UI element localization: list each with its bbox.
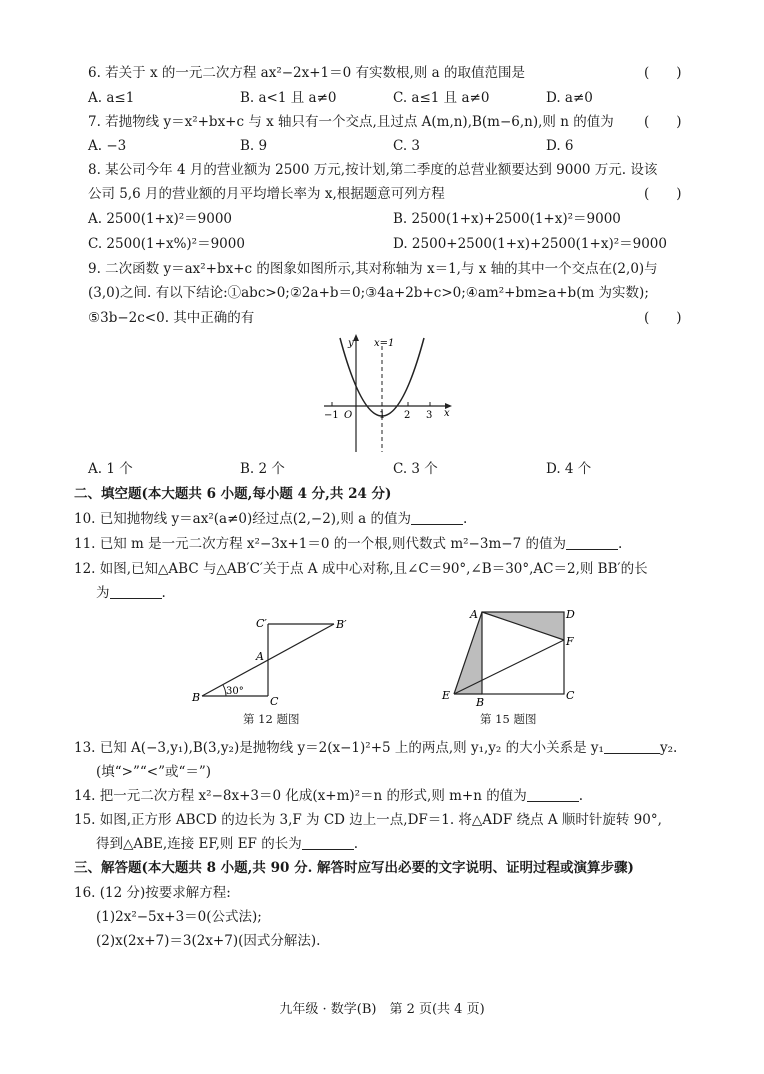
fig15-label-e: E <box>442 689 451 702</box>
q6-option-a: A. a≤1 <box>88 90 135 106</box>
q7-option-d: D. 6 <box>546 138 574 154</box>
label-1: 1 <box>379 410 386 421</box>
q9-option-c: C. 3 个 <box>393 461 438 477</box>
fig15-label-f: F <box>566 635 574 648</box>
q13-line1-tail: y₂. <box>659 740 678 756</box>
q11-answer-blank[interactable] <box>566 535 618 550</box>
q15-answer-blank[interactable] <box>302 835 354 850</box>
q13-answer-blank[interactable] <box>604 739 660 754</box>
q10-answer-blank[interactable] <box>411 510 463 525</box>
q14-answer-blank[interactable] <box>527 787 579 802</box>
label-y: y <box>348 338 354 349</box>
q6-option-d: D. a≠0 <box>546 90 593 106</box>
q6-option-b: B. a<1 且 a≠0 <box>240 90 337 106</box>
q12-line1: 12. 如图,已知△ABC 与△AB′C′关于点 A 成中心对称,且∠C＝90°,∠B＝30°,AC＝2,则 BB′的长 <box>74 561 648 577</box>
fig15-label-a: A <box>470 608 478 621</box>
q15-line2-text: 得到△ABE,连接 EF,则 EF 的长为 <box>96 836 302 852</box>
fig12-label-b: B <box>192 691 201 704</box>
q8-stem-line2: 公司 5,6 月的营业额的月平均增长率为 x,根据题意可列方程 <box>88 186 445 202</box>
q6-stem: 6. 若关于 x 的一元二次方程 ax²−2x+1＝0 有实数根,则 a 的取值范围是 <box>88 65 525 81</box>
fig12-caption: 第 12 题图 <box>243 712 300 726</box>
q8-option-a: A. 2500(1+x)²＝9000 <box>88 211 233 227</box>
fig12-label-a: A <box>256 650 264 663</box>
q9-option-b: B. 2 个 <box>240 461 285 477</box>
q9-answer-paren: ( ) <box>644 310 682 326</box>
fig15-diagram <box>436 606 586 710</box>
fig15-label-c: C <box>566 689 575 702</box>
fig12-label-c: C <box>270 695 279 706</box>
q13-line1-text: 13. 已知 A(−3,y₁),B(3,y₂)是抛物线 y＝2(x−1)²+5 上的两点,则 y₁,y₂ 的大小关系是 y₁ <box>74 740 604 756</box>
q13-line2: (填“>”“<”或“＝”) <box>96 764 212 780</box>
section-2-heading: 二、填空题(本大题共 6 小题,每小题 4 分,共 24 分) <box>74 486 392 502</box>
label-3: 3 <box>426 410 433 421</box>
fig12-diagram <box>190 614 360 706</box>
q7-answer-paren: ( ) <box>644 114 682 130</box>
q7-option-b: B. 9 <box>240 138 268 154</box>
q9-stem-line2: (3,0)之间. 有以下结论:①abc>0;②2a+b＝0;③4a+2b+c>0;④am²+bm≥a+b(m 为实数); <box>88 285 649 301</box>
q8-option-c: C. 2500(1+x%)²＝9000 <box>88 236 245 252</box>
q8-option-b: B. 2500(1+x)+2500(1+x)²＝9000 <box>393 211 621 227</box>
q9-stem-line1: 9. 二次函数 y＝ax²+bx+c 的图象如图所示,其对称轴为 x＝1,与 x 轴的其中一个交点在(2,0)与 <box>88 261 658 277</box>
q14-stem: 14. 把一元二次方程 x²−8x+3＝0 化成(x+m)²＝n 的形式,则 m+n 的值为 . <box>74 788 584 804</box>
q16-part2: (2)x(2x+7)＝3(2x+7)(因式分解法). <box>96 933 321 949</box>
fig12-label-b1: B′ <box>336 618 347 631</box>
q12-answer-blank[interactable] <box>110 584 162 599</box>
q10-stem: 10. 已知抛物线 y＝ax²(a≠0)经过点(2,−2),则 a 的值为 . <box>74 511 468 527</box>
label-minus-1: −1 <box>324 410 339 421</box>
q7-option-a: A. −3 <box>88 138 127 154</box>
fig15-label-d: D <box>566 608 575 621</box>
q15-line2: 得到△ABE,连接 EF,则 EF 的长为 . <box>96 836 359 852</box>
fig12-label-c1: C′ <box>256 617 267 630</box>
q15-line1: 15. 如图,正方形 ABCD 的边长为 3,F 为 CD 边上一点,DF＝1. 将△ADF 绕点 A 顺时针旋转 90°, <box>74 812 662 828</box>
q9-option-d: D. 4 个 <box>546 461 592 477</box>
q14-text: 14. 把一元二次方程 x²−8x+3＝0 化成(x+m)²＝n 的形式,则 m+n 的值为 <box>74 788 527 804</box>
q16-part1: (1)2x²−5x+3＝0(公式法); <box>96 909 262 925</box>
q16-title: 16. (12 分)按要求解方程: <box>74 885 231 901</box>
q9-stem-line3: ⑤3b−2c<0. 其中正确的有 <box>88 310 255 326</box>
q8-stem-line1: 8. 某公司今年 4 月的营业额为 2500 万元,按计划,第二季度的总营业额要达到 9000 万元. 设该 <box>88 162 658 178</box>
q6-option-c: C. a≤1 且 a≠0 <box>393 90 490 106</box>
label-2: 2 <box>404 410 411 421</box>
section-3-heading: 三、解答题(本大题共 8 小题,共 90 分. 解答时应写出必要的文字说明、证明过程或演算步骤) <box>74 860 634 876</box>
label-x: x <box>444 408 450 419</box>
q6-answer-paren: ( ) <box>644 65 682 81</box>
q9-parabola-graph <box>318 332 458 454</box>
q11-stem: 11. 已知 m 是一元二次方程 x²−3x+1＝0 的一个根,则代数式 m²−3m−7 的值为 . <box>74 536 623 552</box>
label-axis-x1: x=1 <box>374 338 395 349</box>
q8-answer-paren: ( ) <box>644 186 682 202</box>
q12-line2-text: 为 <box>96 585 110 601</box>
q8-option-d: D. 2500+2500(1+x)+2500(1+x)²＝9000 <box>393 236 667 252</box>
y-axis-arrow <box>353 334 359 341</box>
q10-text: 10. 已知抛物线 y＝ax²(a≠0)经过点(2,−2),则 a 的值为 <box>74 511 411 527</box>
fig15-caption: 第 15 题图 <box>480 712 537 726</box>
q12-line2: 为 . <box>96 585 166 601</box>
page-footer: 九年级 · 数学(B) 第 2 页(共 4 页) <box>279 1002 485 1017</box>
q7-option-c: C. 3 <box>393 138 421 154</box>
label-origin: O <box>344 410 353 421</box>
q7-stem: 7. 若抛物线 y＝x²+bx+c 与 x 轴只有一个交点,且过点 A(m,n),B(m−6,n),则 n 的值为 <box>88 114 614 130</box>
q13-line1 <box>74 738 677 758</box>
fig12-angle-label: 30° <box>226 686 244 697</box>
q11-text: 11. 已知 m 是一元二次方程 x²−3x+1＝0 的一个根,则代数式 m²−3m−7 的值为 <box>74 536 566 552</box>
q9-option-a: A. 1 个 <box>88 461 133 477</box>
fig15-label-b: B <box>476 696 485 709</box>
